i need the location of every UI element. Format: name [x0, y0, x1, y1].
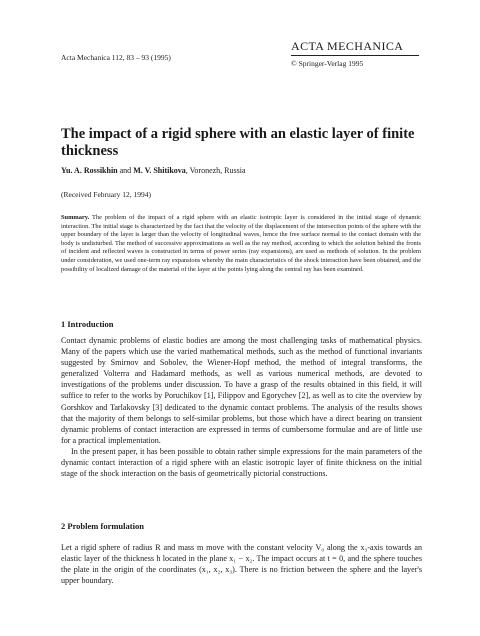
masthead-rule [291, 55, 419, 56]
section-heading-introduction: 1 Introduction [61, 319, 114, 329]
paper-title: The impact of a rigid sphere with an elastic layer of finite thickness [61, 126, 415, 159]
journal-reference: Acta Mechanica 112, 83 – 93 (1995) [61, 53, 171, 62]
journal-name: ACTA MECHANICA [291, 39, 404, 53]
author-line [61, 166, 246, 175]
journal-masthead [291, 39, 421, 68]
copyright-line: © Springer-Verlag 1995 [291, 59, 364, 68]
abstract [61, 214, 421, 274]
paragraph: In the present paper, it has been possible to obtain rather simple expressions for the main parameters of the dynamic contact interaction of a rigid sphere with an elastic isotropic layer of finite thickness on the initial stage of the shock interaction on the basis of geometrically pictorial constructions. [61, 446, 422, 479]
abstract-text: The problem of the impact of a rigid sphere with an elastic isotropic layer is considered in the initial stage of dynamic interaction. The initial stage is characterized by the fact that the velocity of the displacement of the intersection points of the sphere with the upper boundary of the layer is larger than the velocity of longitudinal waves, hence the free surface normal to the contact domain with the body is undisturbed. The method of successive approximations as well as the ray method, according to which the solution behind the fronts of incident and reflected waves is constructed in terms of power series (ray expansions), are used as methods of solution. In the problem under consideration, we used one-term ray expansions whereby the main characteristics of the shock interaction have been obtained, and the possibility of localized damage of the material of the layer at the points lying along the central ray has been examined. [61, 214, 421, 273]
received-date: (Received February 12, 1994) [61, 190, 151, 199]
paragraph: Let a rigid sphere of radius R and mass m move with the constant velocity V₀ along the x₃-axis towards an elastic layer of the thickness h located in the plane x₁ − x₂. The impact occurs at t = 0, and the sphere touches the plate in the origin of the coordinates (x₁, x₂, x₃). There is no friction between the sphere and the layer's upper boundary. [61, 543, 422, 586]
introduction-body [61, 335, 422, 479]
paragraph: Contact dynamic problems of elastic bodies are among the most challenging tasks of mathematical physics. Many of the papers which use the varied mathematical methods, such as the method of functional invariants suggested by Smirnov and Sobolev, the Wiener-Hopf method, the method of integral transforms, the generalized Volterra and Hadamard methods, as well as various numerical methods, are devoted to investigations of the problems under discussion. To have a grasp of the results obtained in this field, it will suffice to refer to the works by Poruchikov [1], Filippov and Egorychev [2], as well as to cite the overview by Gorshkov and Tarlakovsky [3] dedicated to the dynamic contact problems. The analysis of the results shows that the majority of them belongs to self-similar problems, but those which have a direct bearing on transient dynamic problems of contact interaction are expressed in terms of cumbersome formulae and are of little use for a practical implementation. [61, 336, 422, 445]
abstract-label: Summary. [61, 214, 90, 221]
author-affiliation: , Voronezh, Russia [185, 166, 246, 175]
problem-formulation-body [61, 542, 422, 586]
author-conjunction: and [117, 166, 134, 175]
author-2: M. V. Shitikova [133, 166, 186, 175]
author-1: Yu. A. Rossikhin [61, 166, 118, 175]
section-heading-problem-formulation: 2 Problem formulation [61, 521, 144, 531]
